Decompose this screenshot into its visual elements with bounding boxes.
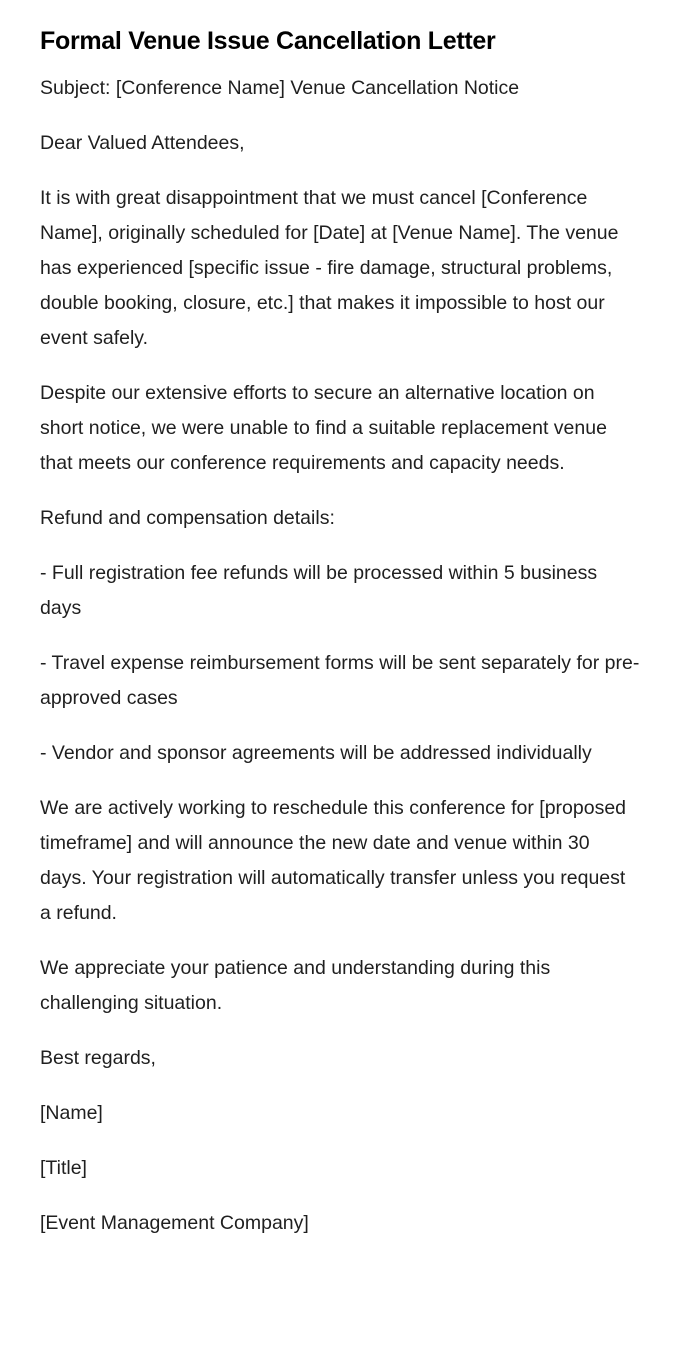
letter-title: Formal Venue Issue Cancellation Letter xyxy=(40,27,496,55)
signature-name: [Name] xyxy=(40,1102,103,1124)
signature-title: [Title] xyxy=(40,1157,87,1179)
refund-heading: Refund and compensation details: xyxy=(40,507,335,529)
letter-salutation: Dear Valued Attendees, xyxy=(40,132,245,154)
letter-subject: Subject: [Conference Name] Venue Cancellation Notice xyxy=(40,77,520,99)
refund-item-travel: - Travel expense reimbursement forms will be sent separately for pre-approved cases xyxy=(40,652,640,709)
refund-item-vendor: - Vendor and sponsor agreements will be addressed individually xyxy=(40,742,592,764)
refund-item-registration: - Full registration fee refunds will be processed within 5 business days xyxy=(40,562,598,619)
letter-paragraph-reschedule: We are actively working to reschedule this conference for [proposed timeframe] and will announce the new date and venue within 30 days. Your registration will automatically transfer unless you request a refund. xyxy=(40,797,627,924)
signature-company: [Event Management Company] xyxy=(40,1212,309,1234)
letter-paragraph-appreciation: We appreciate your patience and understanding during this challenging situation. xyxy=(40,957,551,1014)
letter-paragraph-alternative-venue: Despite our extensive efforts to secure an alternative location on short notice, we were unable to find a suitable replacement venue that meets our conference requirements and capacity needs. xyxy=(40,382,607,474)
letter-document xyxy=(40,24,640,1261)
letter-closing: Best regards, xyxy=(40,1047,156,1069)
letter-paragraph-cancellation: It is with great disappointment that we must cancel [Conference Name], originally scheduled for [Date] at [Venue Name]. The venue has experienced [specific issue - fire damage, structural problems, double booking, closure, etc.] that makes it impossible to host our event safely. xyxy=(40,187,619,349)
